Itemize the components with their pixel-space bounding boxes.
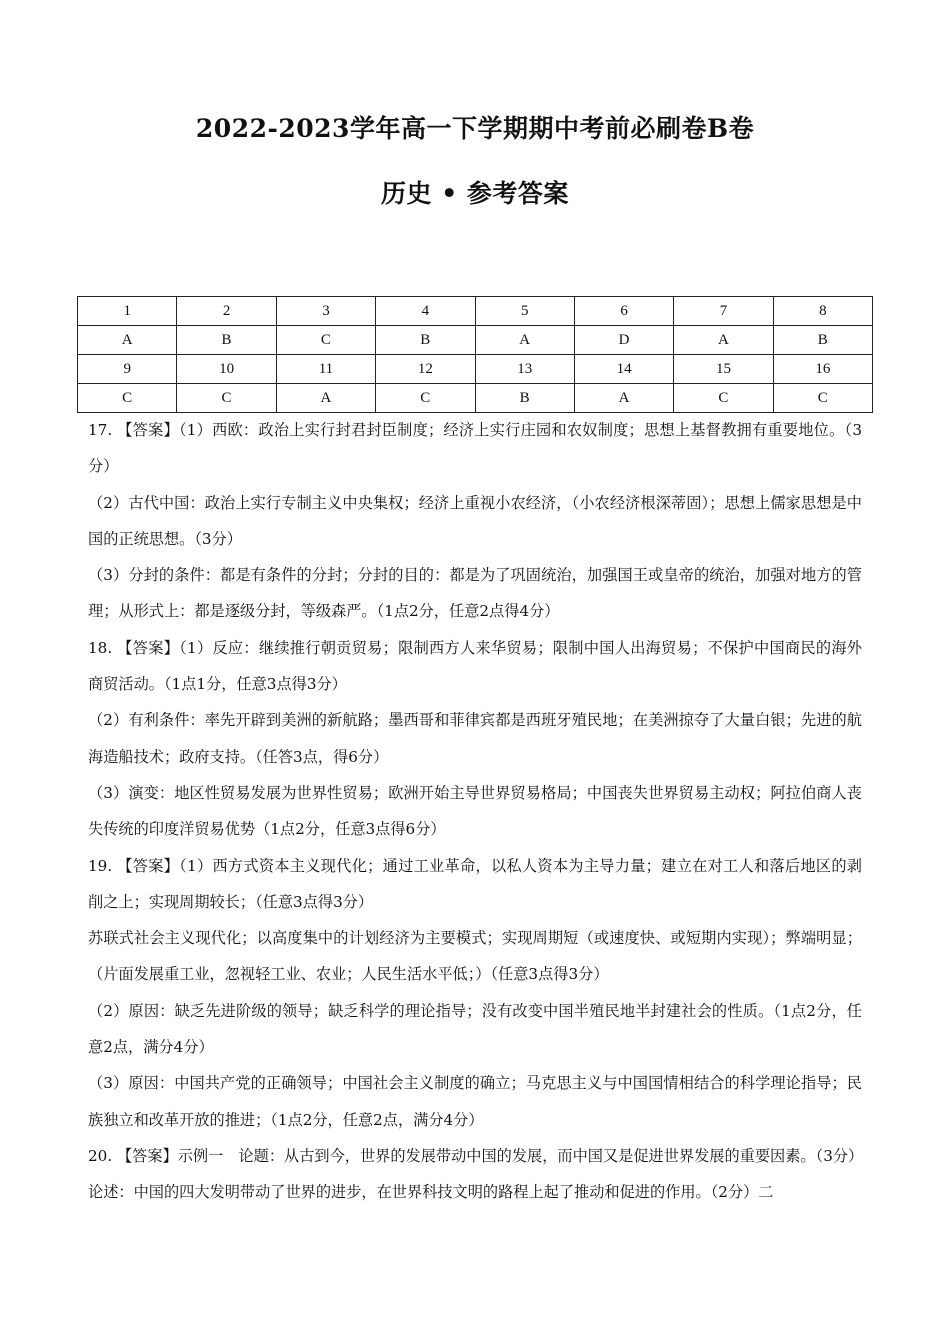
table-cell: 5 (475, 297, 574, 326)
table-row (78, 326, 873, 355)
answer-paragraph: （3）分封的条件：都是有条件的分封；分封的目的：都是为了巩固统治，加强国王或皇帝的统治，加强对地方的管理；从形式上：都是逐级分封，等级森严。（1点2分，任意2点得4分） (88, 566, 862, 621)
document-title: 2022-2023学年高一下学期期中考前必刷卷B卷 (195, 114, 755, 143)
answer-paragraph: 20. 【答案】示例一 论题：从古到今，世界的发展带动中国的发展，而中国又是促进世界发展的重要因素。（3分） (88, 1146, 864, 1165)
table-cell: B (177, 326, 276, 355)
table-cell: A (475, 326, 574, 355)
answer-paragraph: （2）古代中国：政治上实行专制主义中央集权；经济上重视小农经济，（小农经济根深蒂固）；思想上儒家思想是中国的正统思想。（3分） (88, 493, 862, 548)
table-cell: B (773, 326, 872, 355)
answer-paragraph: （2）有利条件：率先开辟到美洲的新航路；墨西哥和菲律宾都是西班牙殖民地；在美洲掠夺了大量白银；先进的航海造船技术；政府支持。（任答3点，得6分） (88, 711, 862, 766)
answer-paragraph: 18. 【答案】（1）反应：继续推行朝贡贸易；限制西方人来华贸易；限制中国人出海贸易；不保护中国商民的海外商贸活动。（1点1分，任意3点得3分） (88, 638, 862, 694)
table-cell: 1 (78, 297, 177, 326)
table-cell: 10 (177, 355, 276, 384)
table-cell: C (674, 384, 773, 413)
table-cell: 11 (276, 355, 375, 384)
table-cell: 7 (674, 297, 773, 326)
table-cell: C (376, 384, 475, 413)
table-cell: C (276, 326, 375, 355)
answer-explanations (88, 412, 862, 1211)
table-cell: A (276, 384, 375, 413)
table-cell: 16 (773, 355, 872, 384)
table-cell: 13 (475, 355, 574, 384)
table-row (78, 297, 873, 326)
table-cell: D (574, 326, 673, 355)
table-row (78, 384, 873, 413)
table-cell: A (78, 326, 177, 355)
table-cell: C (177, 384, 276, 413)
table-cell: 14 (574, 355, 673, 384)
table-cell: C (773, 384, 872, 413)
answer-paragraph: 苏联式社会主义现代化；以高度集中的计划经济为主要模式；实现周期短（或速度快、或短期内实现）；弊端明显；（片面发展重工业，忽视轻工业、农业；人民生活水平低；）（任意3点得3分） (88, 929, 862, 984)
answer-table (77, 296, 873, 413)
table-cell: 12 (376, 355, 475, 384)
document-subtitle: 历史 • 参考答案 (381, 179, 569, 208)
table-cell: 9 (78, 355, 177, 384)
table-cell: A (674, 326, 773, 355)
table-cell: A (574, 384, 673, 413)
answer-paragraph: 19. 【答案】（1）西方式资本主义现代化；通过工业革命，以私人资本为主导力量；建立在对工人和落后地区的剥削之上；实现周期较长；（任意3点得3分） (88, 856, 862, 911)
table-cell: 8 (773, 297, 872, 326)
answer-paragraph: （3）原因：中国共产党的正确领导；中国社会主义制度的确立；马克思主义与中国国情相结合的科学理论指导；民族独立和改革开放的推进；（1点2分，任意2点，满分4分） (88, 1074, 862, 1129)
table-row (78, 355, 873, 384)
answer-paragraph: 论述：中国的四大发明带动了世界的进步，在世界科技文明的路程上起了推动和促进的作用。（2分）二 (88, 1183, 774, 1202)
table-cell: B (376, 326, 475, 355)
table-cell: 4 (376, 297, 475, 326)
table-cell: 2 (177, 297, 276, 326)
answer-paragraph: 17. 【答案】（1）西欧：政治上实行封君封臣制度；经济上实行庄园和农奴制度；思想上基督教拥有重要地位。（3分） (88, 421, 862, 476)
answer-paragraph: （2）原因：缺乏先进阶级的领导；缺乏科学的理论指导；没有改变中国半殖民地半封建社会的性质。（1点2分，任意2点，满分4分） (88, 1001, 862, 1057)
table-cell: C (78, 384, 177, 413)
table-cell: 3 (276, 297, 375, 326)
table-cell: 6 (574, 297, 673, 326)
answer-paragraph: （3）演变：地区性贸易发展为世界性贸易；欧洲开始主导世界贸易格局；中国丧失世界贸易主动权；阿拉伯商人丧失传统的印度洋贸易优势（1点2分，任意3点得6分） (88, 783, 862, 839)
table-cell: 15 (674, 355, 773, 384)
table-cell: B (475, 384, 574, 413)
